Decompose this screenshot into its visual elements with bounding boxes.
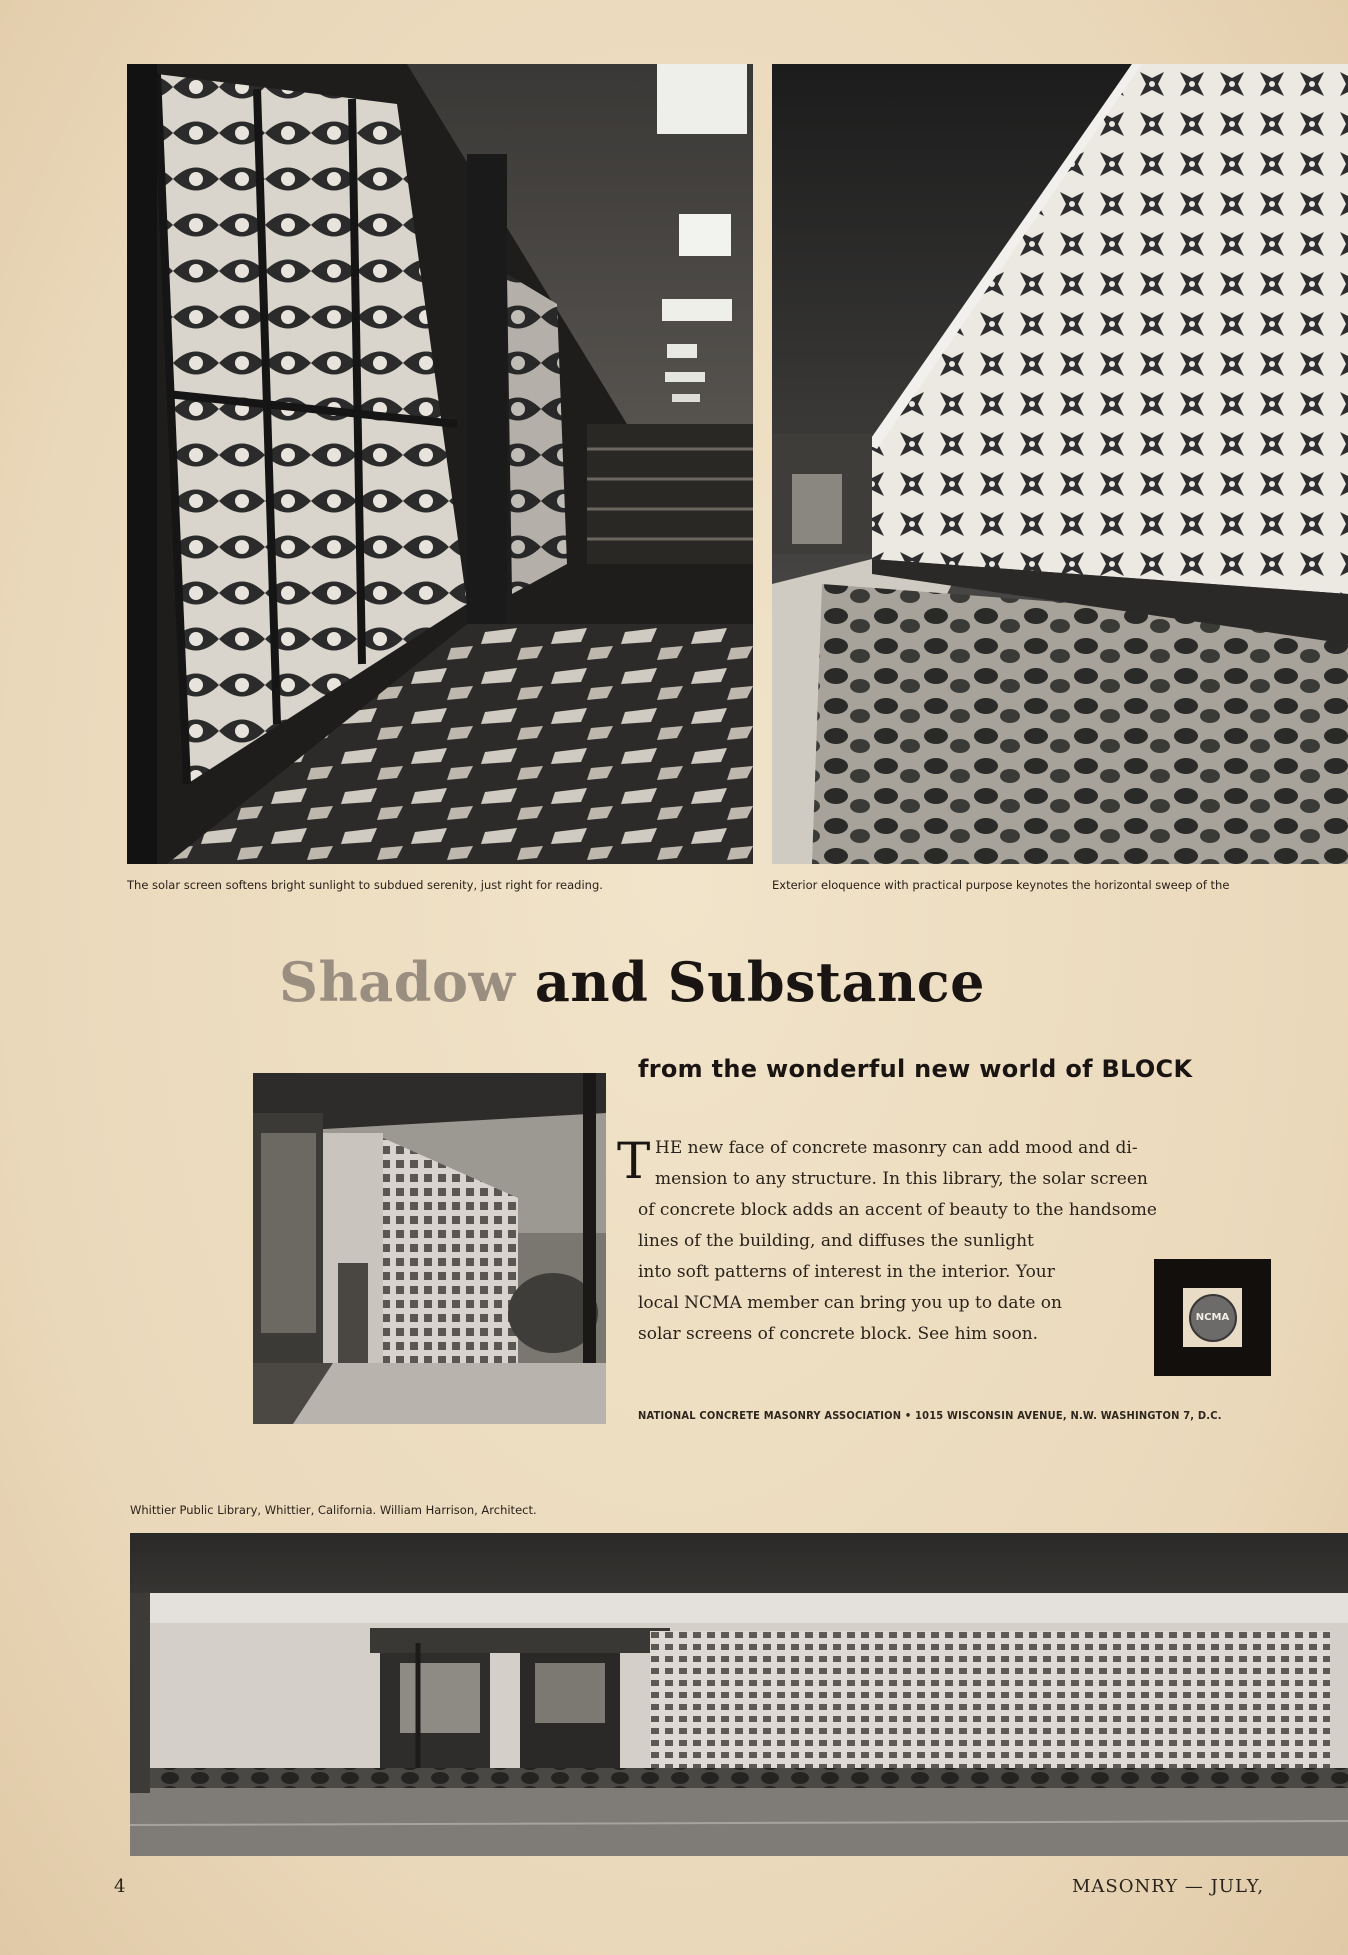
- body-line: HE new face of concrete masonry can add mood and di-: [655, 1138, 1138, 1158]
- subhead: from the wonderful new world of BLOCK: [638, 1055, 1193, 1083]
- ncma-seal-icon: [1189, 1294, 1237, 1342]
- headline-part2: and Substance: [534, 950, 985, 1014]
- body-line: local NCMA member can bring you up to date on: [638, 1293, 1062, 1313]
- ncma-logo: [1154, 1259, 1271, 1376]
- headline-part1: Shadow: [279, 950, 516, 1014]
- ncma-logo-inner: [1183, 1288, 1242, 1347]
- building-photo: [130, 1533, 1348, 1856]
- running-head: MASONRY — JULY,: [1072, 1876, 1265, 1897]
- page-number: 4: [114, 1876, 126, 1897]
- building-caption: Whittier Public Library, Whittier, California. William Harrison, Architect.: [130, 1503, 537, 1517]
- exterior-caption: Exterior eloquence with practical purpose keynotes the horizontal sweep of the: [772, 878, 1230, 892]
- interior-caption: The solar screen softens bright sunlight to subdued serenity, just right for reading.: [127, 878, 603, 892]
- exterior-photo: [772, 64, 1348, 864]
- body-line: into soft patterns of interest in the interior. Your: [638, 1262, 1055, 1282]
- body-line: solar screens of concrete block. See him soon.: [638, 1324, 1039, 1344]
- body-line: of concrete block adds an accent of beauty to the handsome: [638, 1200, 1157, 1220]
- headline: [279, 950, 1239, 1014]
- body-line: mension to any structure. In this library, the solar screen: [655, 1169, 1148, 1189]
- entrance-photo: [253, 1073, 606, 1424]
- body-line: lines of the building, and diffuses the sunlight: [638, 1231, 1034, 1251]
- association-address: NATIONAL CONCRETE MASONRY ASSOCIATION • 1015 WISCONSIN AVENUE, N.W. WASHINGTON 7, D.C.: [638, 1409, 1222, 1422]
- interior-photo: [127, 64, 753, 864]
- ncma-logo-text: NCMA: [1195, 1312, 1230, 1323]
- body-dropcap: T: [617, 1132, 651, 1190]
